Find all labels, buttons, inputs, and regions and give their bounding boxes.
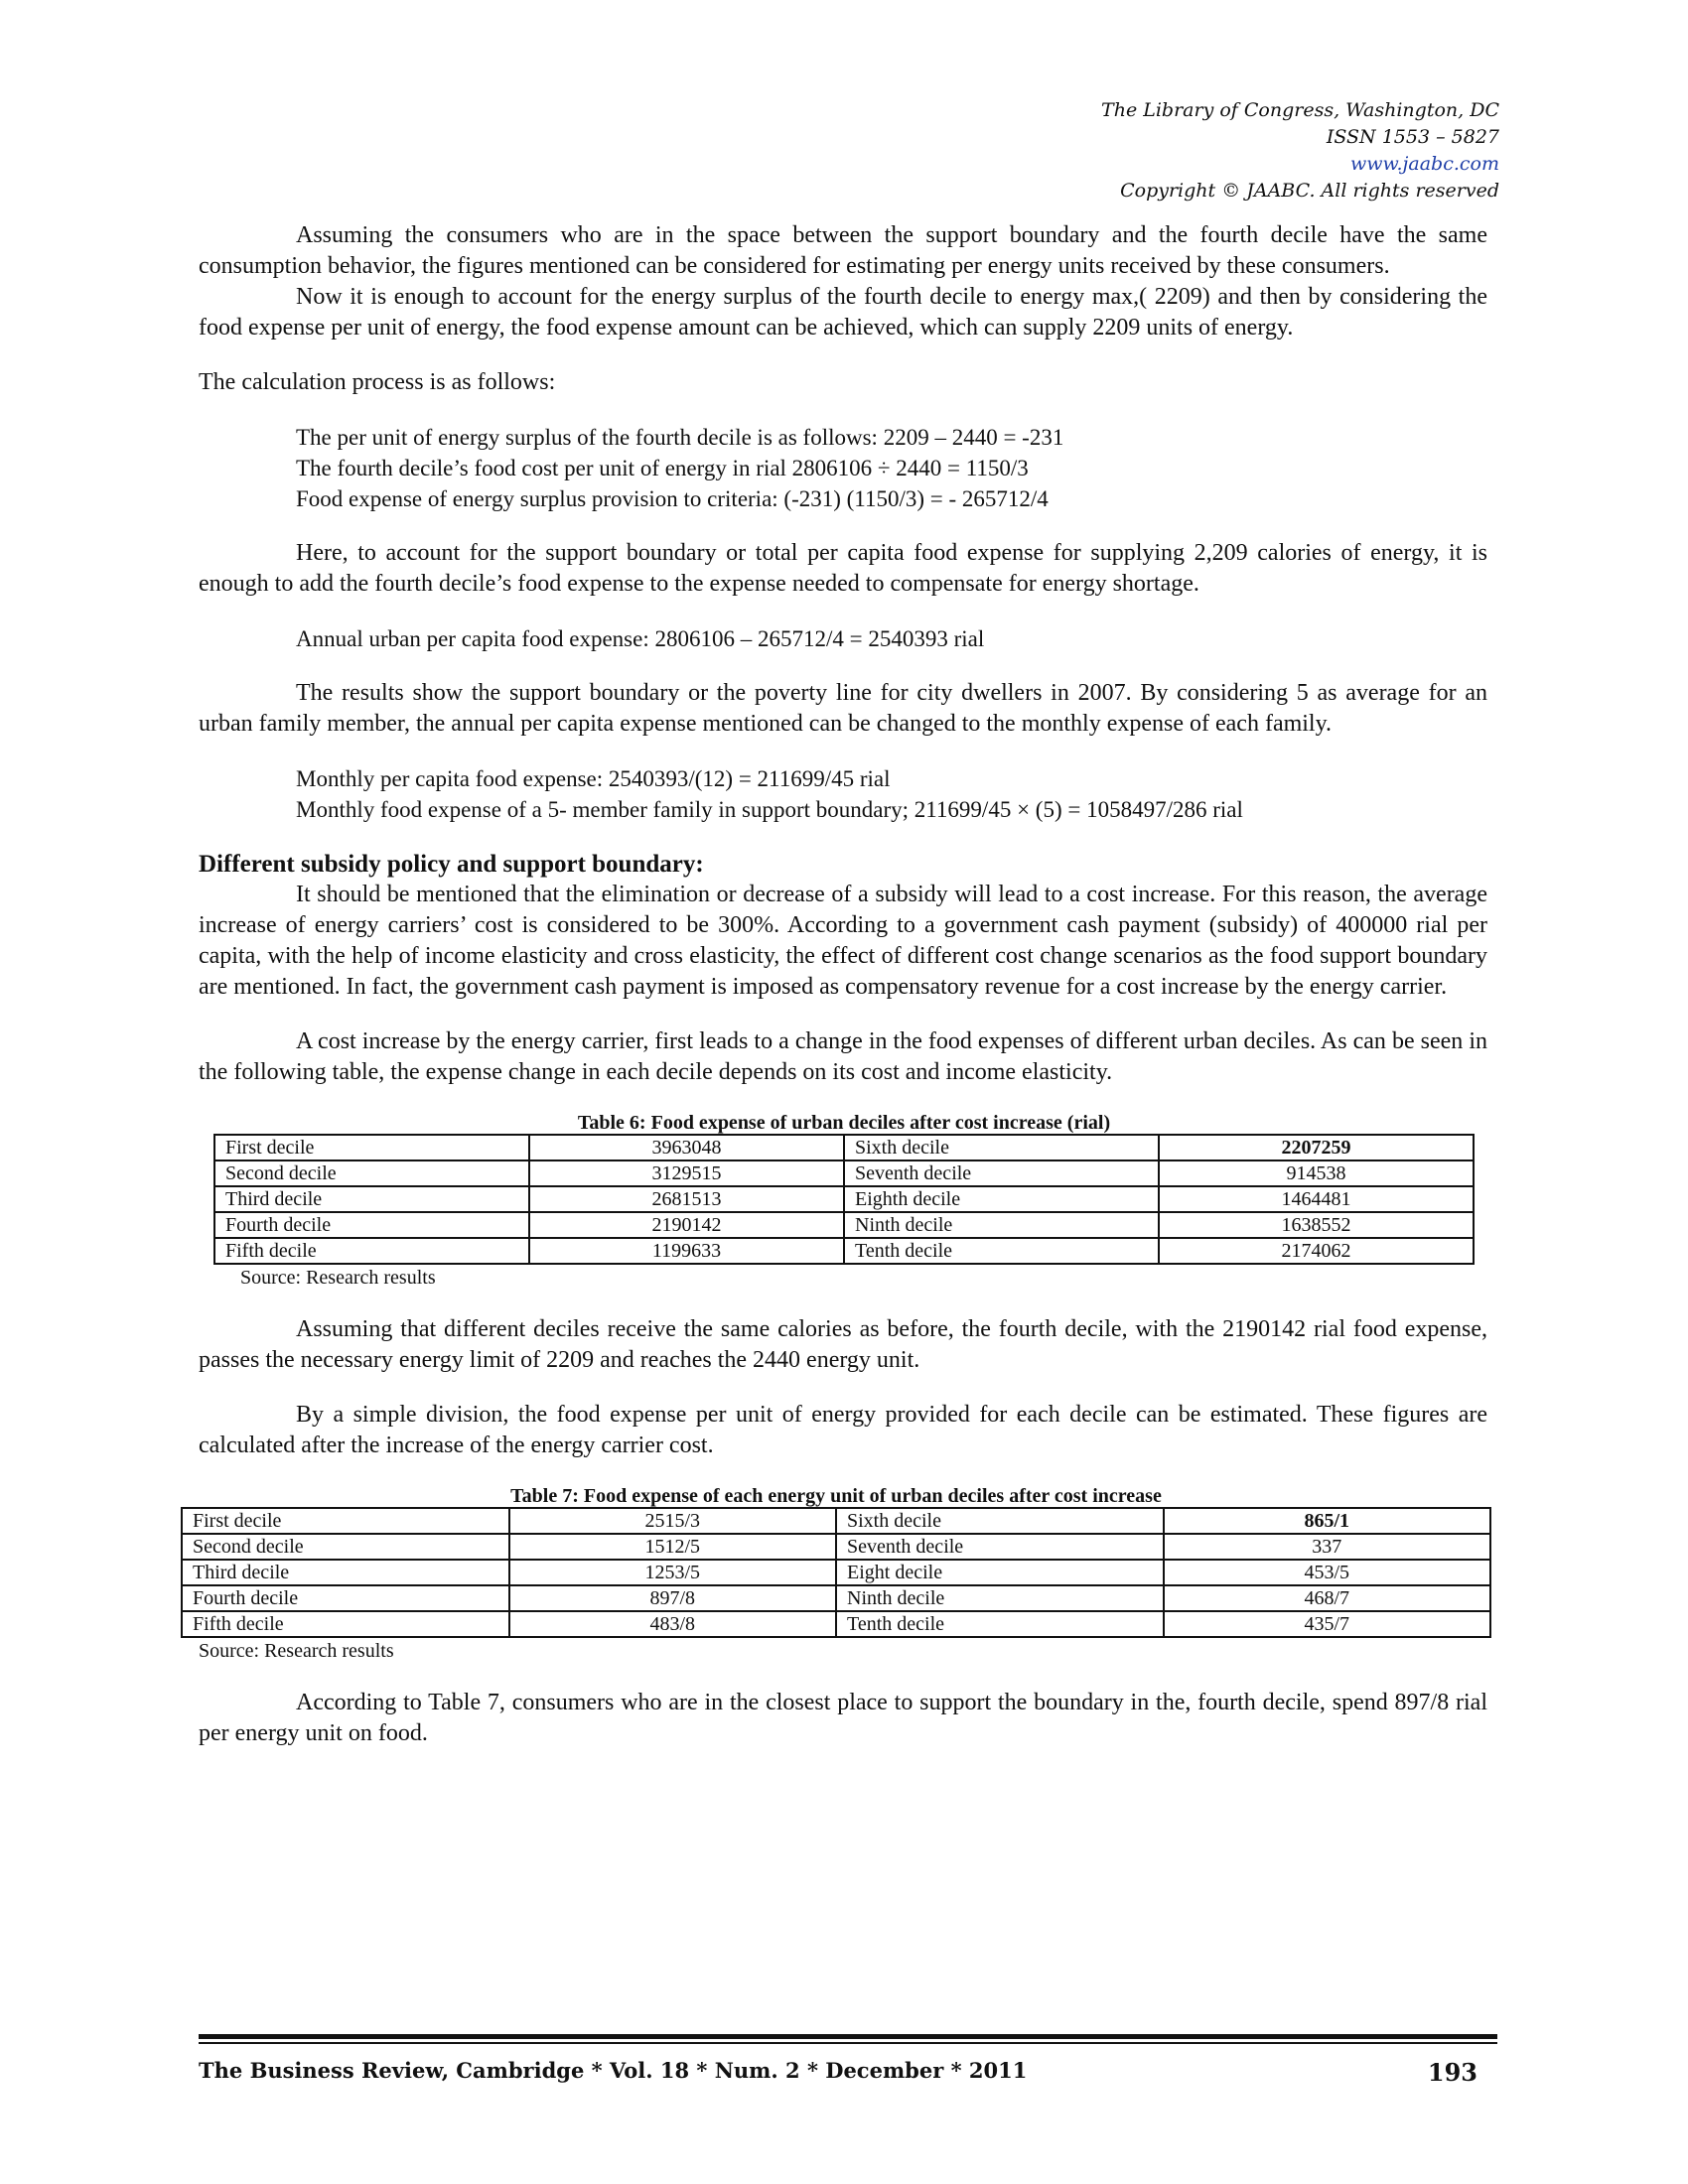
paragraph-10: According to Table 7, consumers who are in the closest place to support the boundary in the, fourth decile, spend 897/8 rial per energy unit on food. [199, 1690, 1487, 1746]
table-row [214, 1160, 1474, 1186]
table-cell-value: 2174062 [1159, 1238, 1474, 1264]
table-row [214, 1238, 1474, 1264]
paragraph-2: Now it is enough to account for the energy surplus of the fourth decile to energy max,( 2209) and then by considering the food expense per unit of energy, the food expense amount can be achieved, which can supply 2209 units of energy. [199, 284, 1487, 341]
paragraph-1: Assuming the consumers who are in the space between the support boundary and the fourth decile have the same consumption behavior, the figures mentioned can be considered for estimating per energy units received by these consumers. [199, 222, 1487, 279]
table-cell-value: 453/5 [1164, 1560, 1491, 1585]
table-6-source: Source: Research results [240, 1267, 436, 1289]
table-row [182, 1611, 1490, 1637]
table-cell-value: 1464481 [1159, 1186, 1474, 1212]
table-7 [181, 1507, 1491, 1638]
table-cell-value: 1638552 [1159, 1212, 1474, 1238]
equation-line: Annual urban per capita food expense: 2806106 – 265712/4 = 2540393 rial [296, 626, 985, 651]
table-row [214, 1135, 1474, 1160]
table-cell-value: 1512/5 [509, 1534, 837, 1560]
table-cell-label: Third decile [214, 1186, 529, 1212]
table-row [214, 1186, 1474, 1212]
table-row [214, 1212, 1474, 1238]
table-row [182, 1560, 1490, 1585]
table-cell-label: Fourth decile [182, 1585, 509, 1611]
table-cell-label: Seventh decile [844, 1160, 1159, 1186]
equation-block-2 [199, 623, 1487, 654]
table-row [182, 1534, 1490, 1560]
header-publisher: The Library of Congress, Washington, DC [1101, 99, 1499, 121]
table-cell-value: 468/7 [1164, 1585, 1491, 1611]
header-copyright: Copyright © JAABC. All rights reserved [1120, 180, 1499, 202]
paragraph-3: The calculation process is as follows: [199, 369, 556, 395]
page-number: 193 [1427, 2058, 1477, 2087]
table-row [182, 1508, 1490, 1534]
equation-line: Monthly per capita food expense: 2540393/(12) = 211699/45 rial [296, 766, 891, 791]
table-cell-value: 483/8 [509, 1611, 837, 1637]
equation-block-1 [199, 422, 1487, 514]
table-cell-value: 3129515 [529, 1160, 844, 1186]
table-cell-value: 435/7 [1164, 1611, 1491, 1637]
footer-rule [199, 2042, 1497, 2044]
equation-line: The fourth decile’s food cost per unit of energy in rial 2806106 ÷ 2440 = 1150/3 [296, 456, 1029, 480]
table-6-caption: Table 6: Food expense of urban deciles after cost increase (rial) [577, 1112, 1111, 1134]
table-cell-label: Third decile [182, 1560, 509, 1585]
paragraph-7: A cost increase by the energy carrier, first leads to a change in the food expenses of different urban deciles. As can be seen in the following table, the expense change in each decile depends on its cost and income elasticity. [199, 1028, 1487, 1085]
table-cell-label: Eighth decile [844, 1186, 1159, 1212]
table-cell-label: Second decile [214, 1160, 529, 1186]
main-content [193, 220, 1487, 1749]
table-cell-label: Second decile [182, 1534, 509, 1560]
table-7-source: Source: Research results [199, 1640, 394, 1662]
header-website-link[interactable]: www.jaabc.com [1349, 153, 1499, 175]
table-cell-label: Seventh decile [836, 1534, 1164, 1560]
table-cell-value: 865/1 [1164, 1508, 1491, 1534]
table-cell-label: First decile [182, 1508, 509, 1534]
footer-rule [199, 2034, 1497, 2039]
paragraph-9: By a simple division, the food expense per unit of energy provided for each decile can be estimated. These figures are calculated after the increase of the energy carrier cost. [199, 1402, 1487, 1458]
table-cell-label: Tenth decile [844, 1238, 1159, 1264]
paragraph-6: It should be mentioned that the elimination or decrease of a subsidy will lead to a cost increase. For this reason, the average increase of energy carriers’ cost is considered to be 300%. According to a government cash payment (subsidy) of 400000 rial per capita, with the help of income elasticity and cross elasticity, the effect of different cost change scenarios as the food support boundary are mentioned. In fact, the government cash payment is imposed as compensatory revenue for a cost increase by the energy carrier. [199, 882, 1487, 1000]
table-cell-label: Sixth decile [836, 1508, 1164, 1534]
table-cell-label: First decile [214, 1135, 529, 1160]
table-cell-label: Tenth decile [836, 1611, 1164, 1637]
table-cell-label: Ninth decile [844, 1212, 1159, 1238]
footer-journal: The Business Review, Cambridge * Vol. 18 * Num. 2 * December * 2011 [199, 2058, 1028, 2083]
table-cell-value: 337 [1164, 1534, 1491, 1560]
equation-line: Food expense of energy surplus provision to criteria: (-231) (1150/3) = - 265712/4 [296, 486, 1049, 511]
table-cell-label: Fifth decile [214, 1238, 529, 1264]
equation-block-3 [199, 763, 1487, 825]
table-cell-value: 1253/5 [509, 1560, 837, 1585]
table-cell-label: Ninth decile [836, 1585, 1164, 1611]
paragraph-4: Here, to account for the support boundary or total per capita food expense for supplying 2,209 calories of energy, it is enough to add the fourth decile’s food expense to the expense needed to compensate for energy shortage. [199, 540, 1487, 597]
paragraph-5: The results show the support boundary or the poverty line for city dwellers in 2007. By considering 5 as average for an urban family member, the annual per capita expense mentioned can be changed to the monthly expense of each family. [199, 680, 1487, 737]
table-cell-label: Fifth decile [182, 1611, 509, 1637]
footer-row [199, 2058, 1497, 2087]
table-cell-value: 897/8 [509, 1585, 837, 1611]
table-cell-value: 914538 [1159, 1160, 1474, 1186]
page-header [1101, 97, 1499, 205]
equation-line: The per unit of energy surplus of the fourth decile is as follows: 2209 – 2440 = -231 [296, 425, 1064, 450]
page-footer [199, 2034, 1497, 2087]
table-7-caption: Table 7: Food expense of each energy unit of urban deciles after cost increase [510, 1485, 1162, 1507]
table-cell-value: 2681513 [529, 1186, 844, 1212]
header-issn: ISSN 1553 – 5827 [1326, 126, 1499, 148]
table-row [182, 1585, 1490, 1611]
table-cell-value: 3963048 [529, 1135, 844, 1160]
paragraph-8: Assuming that different deciles receive the same calories as before, the fourth decile, with the 2190142 rial food expense, passes the necessary energy limit of 2209 and reaches the 2440 energy unit. [199, 1316, 1487, 1373]
table-cell-label: Fourth decile [214, 1212, 529, 1238]
table-cell-value: 2515/3 [509, 1508, 837, 1534]
table-cell-value: 1199633 [529, 1238, 844, 1264]
section-heading: Different subsidy policy and support boundary: [199, 851, 704, 878]
table-cell-label: Sixth decile [844, 1135, 1159, 1160]
table-cell-value: 2190142 [529, 1212, 844, 1238]
table-cell-label: Eight decile [836, 1560, 1164, 1585]
table-cell-value: 2207259 [1159, 1135, 1474, 1160]
equation-line: Monthly food expense of a 5- member family in support boundary; 211699/45 × (5) = 1058497/286 rial [296, 797, 1243, 822]
table-6 [213, 1134, 1475, 1265]
